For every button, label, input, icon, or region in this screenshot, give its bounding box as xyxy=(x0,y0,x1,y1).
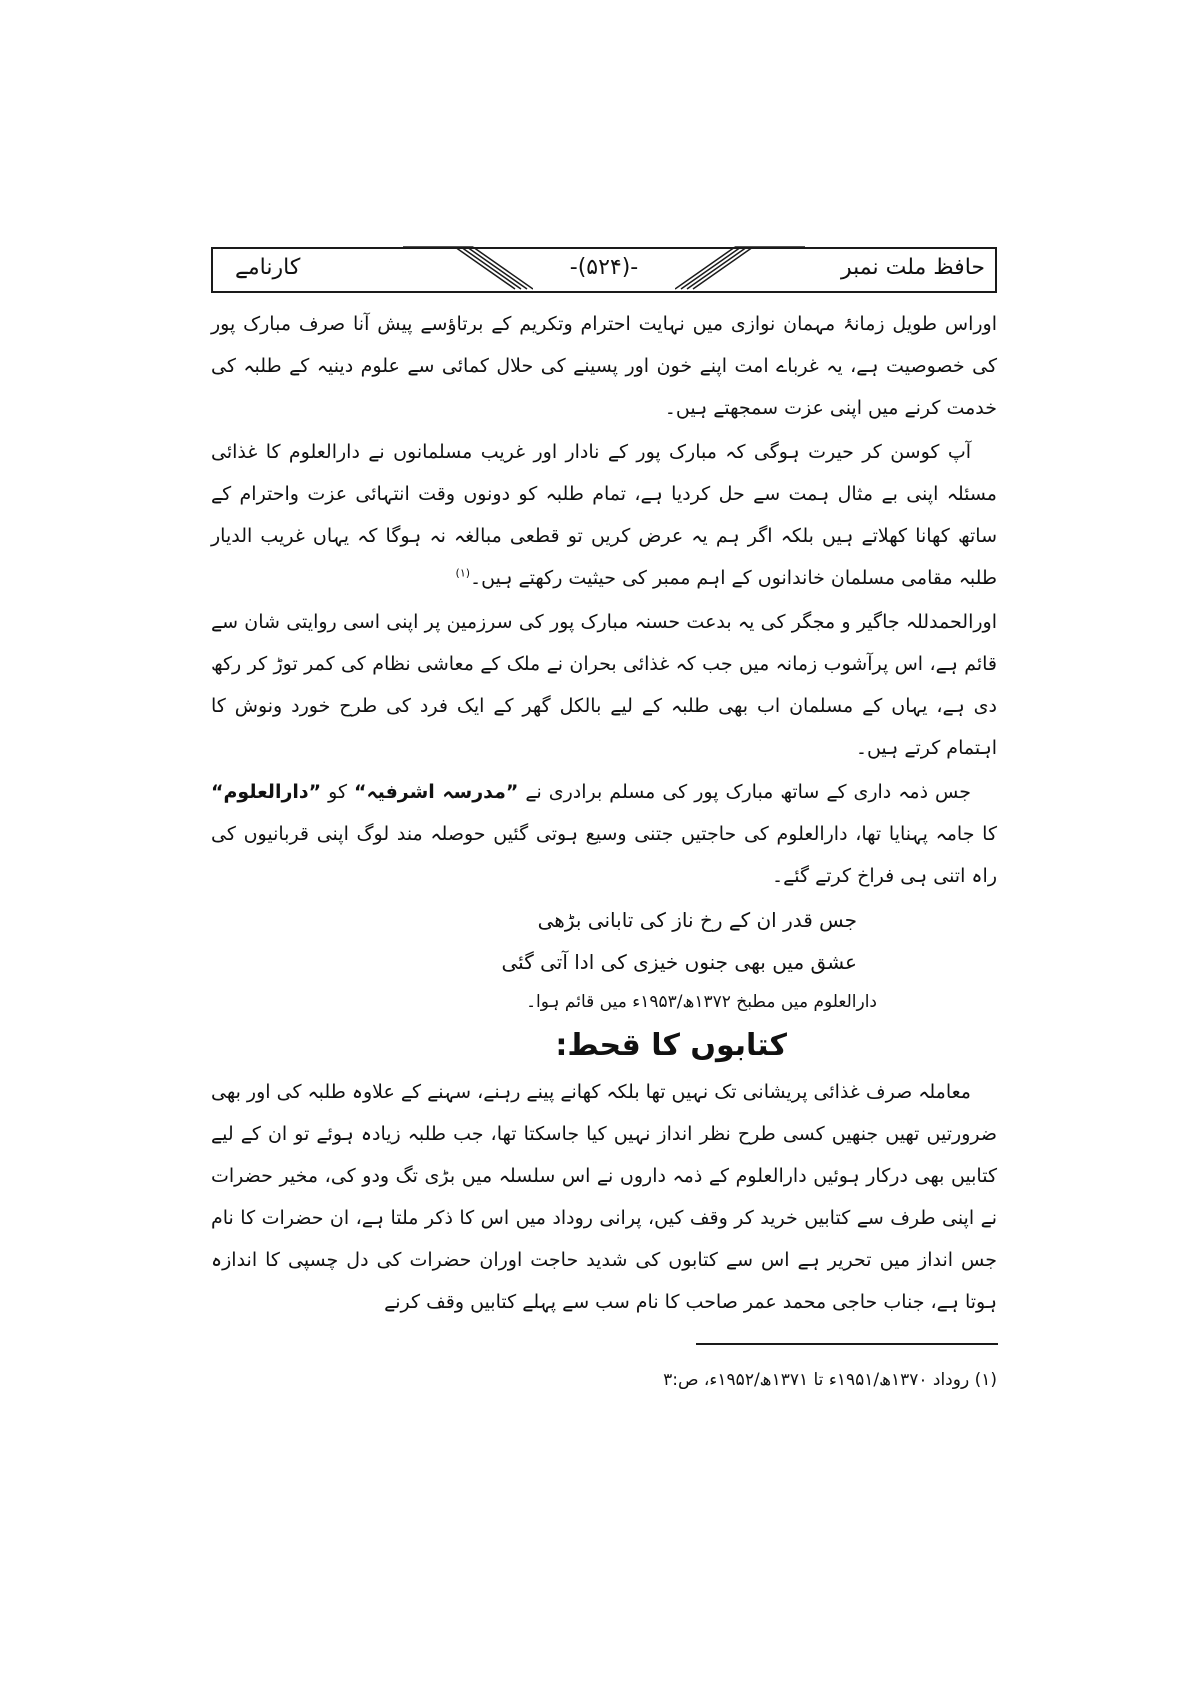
journal-title: حافظ ملت نمبر xyxy=(841,255,985,280)
paragraph-5: معاملہ صرف غذائی پریشانی تک نہیں تھا بلکہ کھانے پینے رہنے، سہنے کے علاوہ طلبہ کی اور بھی ضرورتیں تھیں جنھیں کسی طرح نظر انداز نہیں کیا جاسکتا تھا، جب طلبہ زیادہ ہوئے تو ان کے لیے کتابیں بھی درکار ہوئیں دارالعلوم کے ذمہ داروں نے اس سلسلہ میں بڑی تگ ودو کی، مخیر حضرات نے اپنی طرف سے کتابیں خرید کر وقف کیں، پرانی روداد میں اس کا ذکر ملتا ہے، ان حضرات کا نام جس انداز میں تحریر ہے اس سے کتابوں کی شدید حاجت اوران حضرات کی دل چسپی کا اندازہ ہوتا ہے، جناب حاجی محمد عمر صاحب کا نام سب سے پہلے کتابیں وقف کرنے xyxy=(211,1081,997,1313)
madrasa-ashrafia-term: ”مدرسہ اشرفیہ“ xyxy=(353,781,519,803)
darululoom-term: ”دارالعلوم“ xyxy=(211,781,322,803)
header-ornament-left xyxy=(403,239,533,299)
body-text xyxy=(211,303,997,1325)
footnote: (۱) روداد ۱۳۷۰ھ/۱۹۵۱ء تا ۱۳۷۱ھ/۱۹۵۲ء، ص:۳ xyxy=(663,1370,997,1390)
paragraph-4 xyxy=(211,771,997,897)
verse-line-2: عشق میں بھی جنوں خیزی کی ادا آتی گئی xyxy=(501,950,857,974)
running-header xyxy=(211,247,997,293)
paragraph-2-text: آپ کوسن کر حیرت ہوگی کہ مبارک پور کے نادار اور غریب مسلمانوں نے دارالعلوم کا غذائی مسئلہ اپنی بے مثال ہمت سے حل کردیا ہے، تمام طلبہ کو دونوں وقت انتہائی عزت واحترام کے ساتھ کھانا کھلاتے ہیں بلکہ اگر ہم یہ عرض کریں تو قطعی مبالغہ نہ ہوگا کہ یہاں غریب الدیار طلبہ مقامی مسلمان خاندانوں کے اہم ممبر کی حیثیت رکھتے ہیں۔ xyxy=(211,441,997,589)
section-title: کارنامے xyxy=(235,255,301,280)
paragraph-2 xyxy=(211,431,997,599)
footnote-divider xyxy=(696,1343,998,1345)
section-heading: کتابوں کا قحط: xyxy=(555,1028,787,1063)
paragraph-4-text-c: کا جامہ پہنایا تھا، دارالعلوم کی حاجتیں جتنی وسیع ہوتی گئیں حوصلہ مند لوگ اپنی قربانیوں کی راہ اتنی ہی فراخ کرتے گئے۔ xyxy=(211,823,997,887)
paragraph-4-text-a: جس ذمہ داری کے ساتھ مبارک پور کی مسلم برادری نے xyxy=(518,781,971,803)
verse-line-1: جس قدر ان کے رخ ناز کی تابانی بڑھی xyxy=(537,908,857,932)
footnote-marker[interactable]: (۱) xyxy=(455,566,471,580)
paragraph-4-text-b: کو xyxy=(321,781,354,803)
page-number: -(۵۲۴)- xyxy=(569,255,639,280)
kitchen-note: دارالعلوم میں مطبخ ۱۳۷۲ھ/۱۹۵۳ء میں قائم ہوا۔ xyxy=(526,992,877,1012)
paragraph-3: اورالحمدللہ جاگیر و مجگر کی یہ بدعت حسنہ مبارک پور کی سرزمین پر اپنی اسی روایتی شان سے قائم ہے، اس پرآشوب زمانہ میں جب کہ غذائی بحران نے ملک کے معاشی نظام کی کمر توڑ کر رکھ دی ہے، یہاں کے مسلمان اب بھی طلبہ کے لیے بالکل گھر کے ایک فرد کی طرح خورد ونوش کا اہتمام کرتے ہیں۔ xyxy=(211,611,997,759)
paragraph-1: اوراس طویل زمانۂ مہمان نوازی میں نہایت احترام وتکریم کے برتاؤسے پیش آنا صرف مبارک پور کی خصوصیت ہے، یہ غرباے امت اپنے خون اور پسینے کی حلال کمائی سے علوم دینیہ کے طلبہ کی خدمت کرنے میں اپنی عزت سمجھتے ہیں۔ xyxy=(211,313,997,419)
